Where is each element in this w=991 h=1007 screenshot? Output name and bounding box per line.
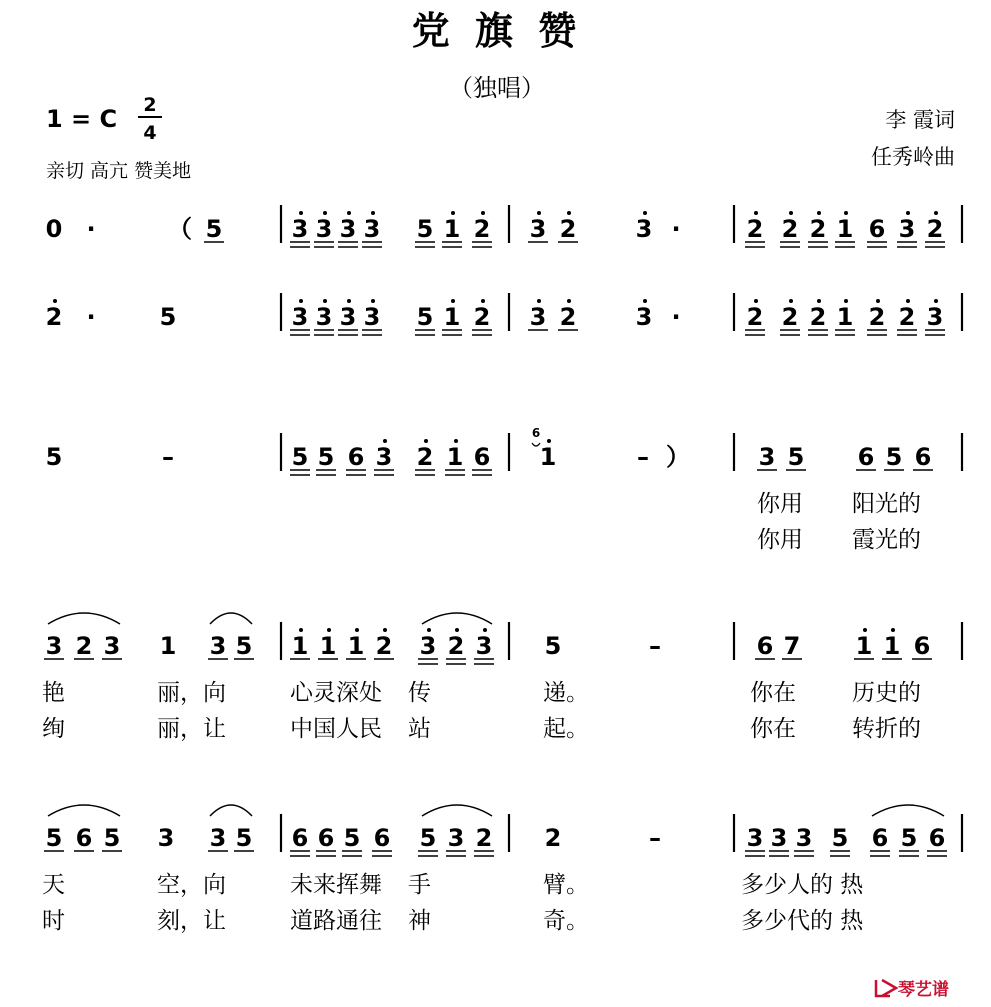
note-glyph: 5 <box>291 443 309 471</box>
note-glyph: 3 <box>795 824 813 852</box>
note-glyph: 5 <box>885 443 903 471</box>
grace-note: 6 <box>531 426 541 440</box>
octave-dot <box>327 628 331 632</box>
note-glyph: 3 <box>475 632 493 660</box>
lyric-word: 天 <box>42 872 65 898</box>
octave-dot <box>844 299 848 303</box>
composer-credit: 任秀岭曲 <box>871 145 955 169</box>
note-glyph: 3 <box>898 215 916 243</box>
note-glyph: 5 <box>544 632 562 660</box>
note-glyph: 1 <box>836 215 854 243</box>
lyric-word: 刻，让 <box>157 908 226 934</box>
octave-dot <box>789 211 793 215</box>
note-glyph: 2 <box>559 215 577 243</box>
octave-dot <box>299 299 303 303</box>
lyric-word: 历史的 <box>852 680 921 706</box>
key-signature: 1 = C <box>46 105 118 133</box>
lyric-word: 艳 <box>42 680 65 706</box>
note-glyph: 3 <box>746 824 764 852</box>
note-glyph: 5 <box>103 824 121 852</box>
note-glyph: 2 <box>375 632 393 660</box>
note-glyph: 2 <box>926 215 944 243</box>
note-glyph: 3 <box>758 443 776 471</box>
lyric-word: 心灵深处 <box>290 680 382 706</box>
watermark-text: 琴艺谱 <box>898 980 949 1000</box>
note-glyph: 5 <box>235 824 253 852</box>
lyric-word: 奇。 <box>543 908 589 934</box>
lyric-word: 递。 <box>543 680 589 706</box>
slur <box>422 613 492 624</box>
lyric-word: 绚 <box>42 716 65 742</box>
note-glyph: 1 <box>319 632 337 660</box>
note-glyph: 2 <box>898 303 916 331</box>
tempo-marking: 亲切 高亢 赞美地 <box>46 160 192 182</box>
octave-dot <box>299 211 303 215</box>
note-glyph: 5 <box>235 632 253 660</box>
octave-dot <box>481 299 485 303</box>
watermark-logo <box>876 979 949 1000</box>
note-glyph: 2 <box>781 215 799 243</box>
note-glyph: 6 <box>913 632 931 660</box>
note-glyph: – <box>649 632 661 660</box>
octave-dot <box>844 211 848 215</box>
lyric-word: 丽，向 <box>157 680 226 706</box>
octave-dot <box>934 211 938 215</box>
octave-dot <box>876 299 880 303</box>
octave-dot <box>371 299 375 303</box>
note-glyph: 3 <box>529 215 547 243</box>
octave-dot <box>789 299 793 303</box>
note-glyph: – <box>649 824 661 852</box>
note-glyph: 7 <box>783 632 801 660</box>
octave-dot <box>754 299 758 303</box>
note-glyph: 3 <box>157 824 175 852</box>
note-glyph: 6 <box>473 443 491 471</box>
note-glyph: 6 <box>857 443 875 471</box>
octave-dot <box>451 211 455 215</box>
lyric-word: 时 <box>42 908 65 934</box>
note-glyph: 5 <box>205 215 223 243</box>
note-glyph: 2 <box>475 824 493 852</box>
octave-dot <box>299 628 303 632</box>
octave-dot <box>906 211 910 215</box>
note-glyph: 3 <box>635 303 653 331</box>
slur <box>48 805 120 816</box>
octave-dot <box>383 439 387 443</box>
octave-dot <box>53 299 57 303</box>
song-subtitle: （独唱） <box>449 74 545 102</box>
note-glyph: 3 <box>315 215 333 243</box>
note-glyph: 6 <box>347 443 365 471</box>
octave-dot <box>483 628 487 632</box>
octave-dot <box>323 211 327 215</box>
lyric-word: 多少代的 热 <box>741 908 864 934</box>
lyric-word: 霞光的 <box>852 527 921 553</box>
note-glyph: 6 <box>928 824 946 852</box>
note-glyph: 3 <box>363 303 381 331</box>
note-glyph: · <box>671 215 681 243</box>
octave-dot <box>424 439 428 443</box>
octave-dot <box>451 299 455 303</box>
octave-dot <box>454 439 458 443</box>
slur <box>422 805 492 816</box>
note-glyph: ） <box>666 443 690 471</box>
note-glyph: · <box>86 303 96 331</box>
note-glyph: 6 <box>871 824 889 852</box>
lyric-word: 你在 <box>750 716 796 742</box>
note-glyph: 1 <box>855 632 873 660</box>
note-glyph: 3 <box>209 824 227 852</box>
note-glyph: 3 <box>375 443 393 471</box>
note-glyph: – <box>162 443 174 471</box>
lyric-word: 站 <box>408 716 431 742</box>
note-glyph: 2 <box>781 303 799 331</box>
note-glyph: 3 <box>103 632 121 660</box>
music-lines <box>42 211 947 934</box>
note-glyph: 5 <box>45 443 63 471</box>
logo-mark-icon <box>876 980 896 996</box>
note-glyph: 3 <box>291 303 309 331</box>
lyric-word: 神 <box>408 908 431 934</box>
octave-dot <box>863 628 867 632</box>
note-glyph: 2 <box>559 303 577 331</box>
octave-dot <box>323 299 327 303</box>
note-glyph: 3 <box>447 824 465 852</box>
note-glyph: 6 <box>291 824 309 852</box>
note-glyph: 2 <box>544 824 562 852</box>
note-glyph: 1 <box>883 632 901 660</box>
octave-dot <box>371 211 375 215</box>
octave-dot <box>347 211 351 215</box>
note-glyph: 5 <box>343 824 361 852</box>
octave-dot <box>537 211 541 215</box>
note-glyph: 1 <box>539 443 557 471</box>
note-glyph: 0 <box>45 215 63 243</box>
note-glyph: 5 <box>416 303 434 331</box>
note-glyph: 1 <box>446 443 464 471</box>
note-glyph: 2 <box>746 303 764 331</box>
note-glyph: 2 <box>45 303 63 331</box>
note-glyph: 6 <box>317 824 335 852</box>
note-glyph: 5 <box>900 824 918 852</box>
octave-dot <box>934 299 938 303</box>
slur <box>872 805 944 816</box>
lyric-word: 阳光的 <box>852 491 921 517</box>
note-glyph: 6 <box>756 632 774 660</box>
lyric-word: 你用 <box>757 527 803 553</box>
note-glyph: 2 <box>447 632 465 660</box>
note-glyph: · <box>671 303 681 331</box>
note-glyph: 2 <box>473 303 491 331</box>
octave-dot <box>383 628 387 632</box>
lyric-word: 手 <box>408 872 431 898</box>
note-glyph: 5 <box>831 824 849 852</box>
lyricist-credit: 李 霞词 <box>885 108 955 132</box>
note-glyph: 1 <box>159 632 177 660</box>
lyric-word: 未来挥舞 <box>290 872 382 898</box>
note-glyph: 1 <box>291 632 309 660</box>
note-glyph: 2 <box>809 215 827 243</box>
octave-dot <box>547 439 551 443</box>
note-glyph: 3 <box>635 215 653 243</box>
song-title: 党 旗 赞 <box>411 9 583 53</box>
lyric-word: 你用 <box>757 491 803 517</box>
note-glyph: 3 <box>291 215 309 243</box>
note-glyph: 1 <box>443 303 461 331</box>
note-glyph: 3 <box>339 303 357 331</box>
note-glyph: 3 <box>926 303 944 331</box>
note-glyph: · <box>86 215 96 243</box>
octave-dot <box>891 628 895 632</box>
octave-dot <box>754 211 758 215</box>
lyric-word: 道路通往 <box>290 908 382 934</box>
note-glyph: （ <box>168 215 192 243</box>
note-glyph: 5 <box>159 303 177 331</box>
note-glyph: 1 <box>347 632 365 660</box>
octave-dot <box>455 628 459 632</box>
meter-denominator: 4 <box>143 122 157 144</box>
lyric-word: 传 <box>408 680 431 706</box>
note-glyph: 2 <box>746 215 764 243</box>
note-glyph: 1 <box>836 303 854 331</box>
note-glyph: 1 <box>443 215 461 243</box>
octave-dot <box>355 628 359 632</box>
note-glyph: 5 <box>317 443 335 471</box>
lyric-word: 丽，让 <box>157 716 226 742</box>
note-glyph: 6 <box>75 824 93 852</box>
lyric-word: 空，向 <box>157 872 226 898</box>
lyric-word: 多少人的 热 <box>741 872 864 898</box>
lyric-word: 臂。 <box>543 872 589 898</box>
note-glyph: 3 <box>315 303 333 331</box>
meter-numerator: 2 <box>143 94 157 116</box>
slur <box>210 613 252 624</box>
note-glyph: 3 <box>770 824 788 852</box>
octave-dot <box>537 299 541 303</box>
note-glyph: 3 <box>419 632 437 660</box>
octave-dot <box>567 299 571 303</box>
note-glyph: 2 <box>416 443 434 471</box>
note-glyph: 2 <box>473 215 491 243</box>
note-glyph: 5 <box>45 824 63 852</box>
note-glyph: 2 <box>809 303 827 331</box>
octave-dot <box>643 299 647 303</box>
note-glyph: 5 <box>787 443 805 471</box>
note-glyph: 3 <box>209 632 227 660</box>
slur <box>48 613 120 624</box>
octave-dot <box>427 628 431 632</box>
octave-dot <box>906 299 910 303</box>
note-glyph: 2 <box>75 632 93 660</box>
note-glyph: 3 <box>45 632 63 660</box>
note-glyph: 6 <box>914 443 932 471</box>
octave-dot <box>643 211 647 215</box>
note-glyph: 3 <box>363 215 381 243</box>
note-glyph: 5 <box>419 824 437 852</box>
lyric-word: 转折的 <box>852 716 921 742</box>
note-glyph: 2 <box>868 303 886 331</box>
lyric-word: 起。 <box>543 716 589 742</box>
octave-dot <box>481 211 485 215</box>
note-glyph: 3 <box>339 215 357 243</box>
octave-dot <box>817 299 821 303</box>
note-glyph: – <box>637 443 649 471</box>
lyric-word: 你在 <box>750 680 796 706</box>
note-glyph: 6 <box>373 824 391 852</box>
octave-dot <box>567 211 571 215</box>
note-glyph: 5 <box>416 215 434 243</box>
note-glyph: 3 <box>529 303 547 331</box>
octave-dot <box>347 299 351 303</box>
slur <box>210 805 252 816</box>
note-glyph: 6 <box>868 215 886 243</box>
octave-dot <box>817 211 821 215</box>
lyric-word: 中国人民 <box>290 716 382 742</box>
